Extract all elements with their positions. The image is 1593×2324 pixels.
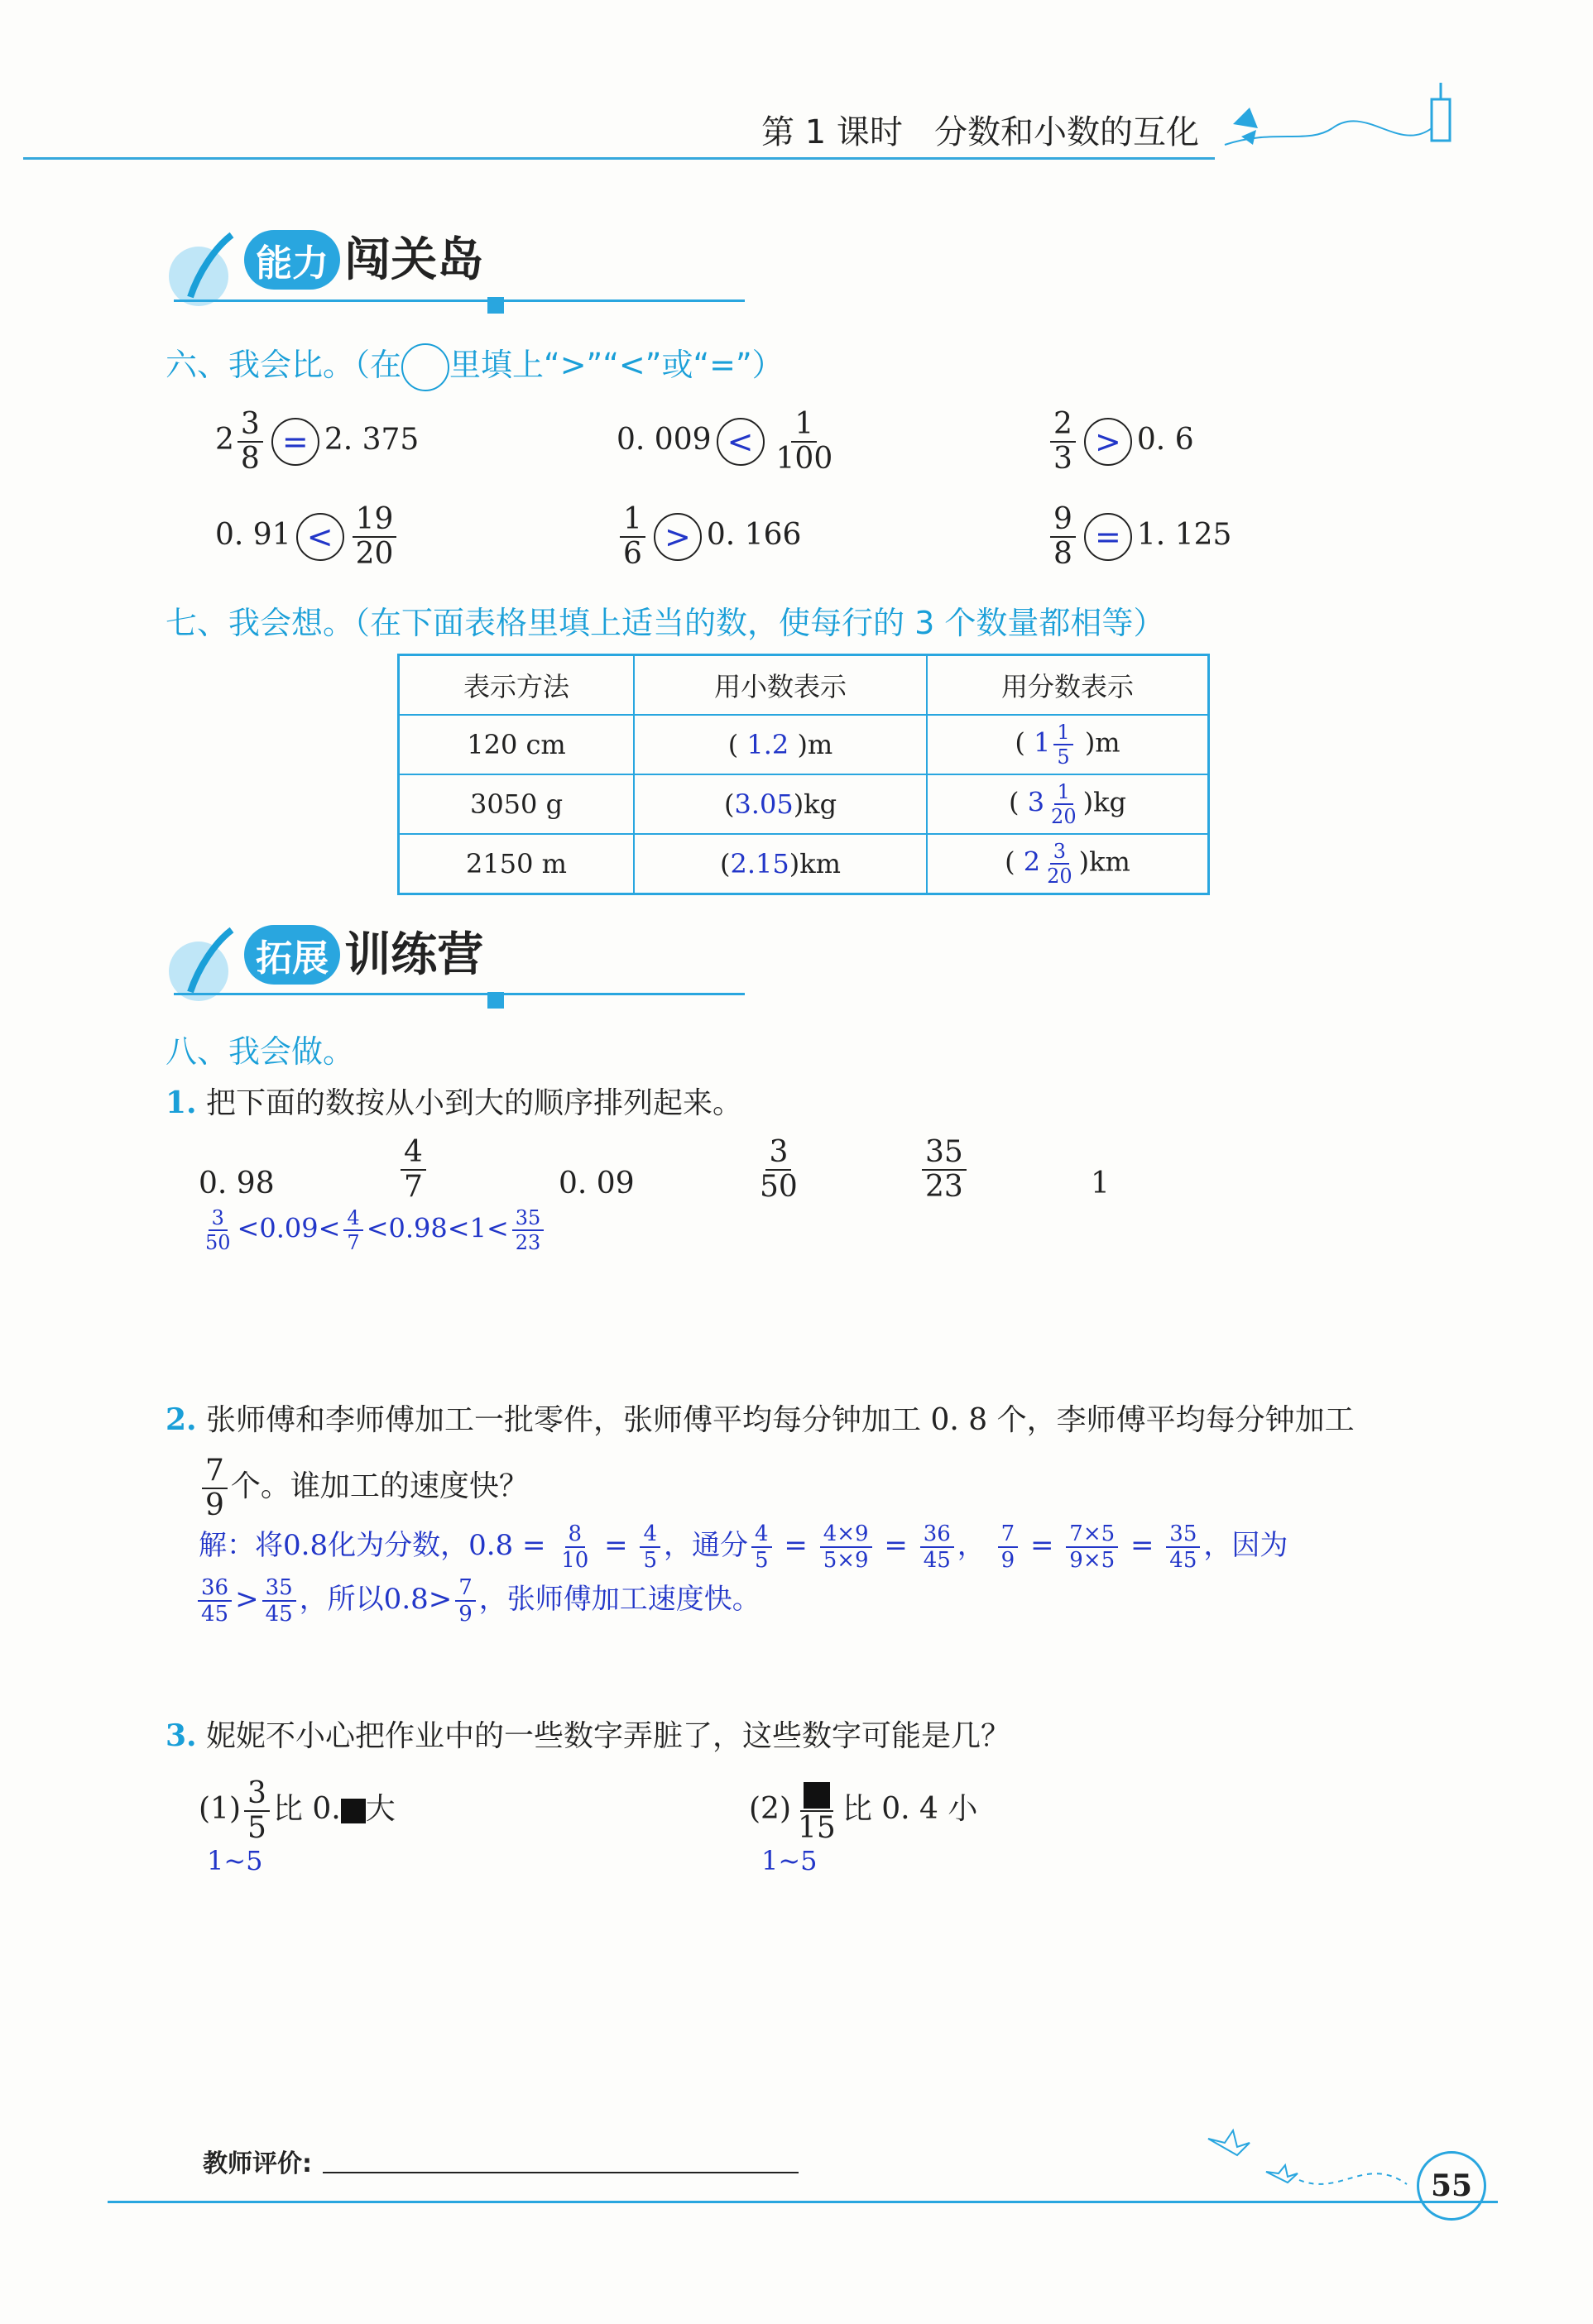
p3-part-1: (1) $\frac{3}{5}$ 比 0. 大 — [199, 1776, 396, 1845]
fraction: $\frac{1}{100}$ — [775, 407, 833, 476]
p3-answer-1: 1~5 — [207, 1845, 263, 1876]
fraction: $\frac{3}{50}$ — [760, 1135, 798, 1204]
table-row: 3050 g (3.05)kg ( 3 $\frac{1}{20}$ )kg — [399, 774, 1209, 834]
banner-pill: 能力 — [244, 230, 340, 290]
q6-item-6: $\frac{9}{8}$ = 1. 125 — [1047, 505, 1231, 569]
lesson-header — [761, 106, 1199, 153]
q6-item-2: 0. 009 < $\frac{1}{100}$ — [617, 410, 839, 474]
brush-icon — [166, 926, 240, 1009]
p2-solution-line2: $\frac{36}{45}$ > $\frac{35}{45}$ ，所以0.8> $\frac{7}{9}$ ，张师傅加工速度快。 — [194, 1576, 761, 1625]
fraction: $\frac{1}{6}$ — [620, 505, 645, 569]
q6-head-tail: 里填上“>”“<”或“=”） — [449, 347, 784, 383]
table-row: 2150 m (2.15)km ( 2 $\frac{3}{20}$ )km — [399, 834, 1209, 894]
q6-item-3: $\frac{2}{3}$ > 0. 6 — [1047, 410, 1194, 474]
q8-problem-1: 1. 把下面的数按从小到大的顺序排列起来。 — [166, 1085, 743, 1120]
q8-heading: 八、我会做。 — [166, 1033, 355, 1070]
p2-text-line2: $\frac{7}{9}$ 个。谁加工的速度快？ — [199, 1456, 529, 1521]
fraction: $\frac{3}{8}$ — [238, 410, 263, 474]
q6-item-1: 2 $\frac{3}{8}$ = 2. 375 — [215, 407, 420, 476]
conversion-table — [397, 654, 1210, 895]
answer-circle[interactable]: > — [1084, 418, 1132, 466]
fraction: $\frac{2}{3}$ — [1050, 410, 1076, 474]
q6-head-text: 六、我会比。（在 — [166, 347, 402, 383]
table-header-row — [399, 655, 1209, 716]
banner-rule — [174, 993, 745, 995]
header-decoration — [1208, 79, 1473, 170]
column-header: 用小数表示 — [634, 655, 927, 716]
q8-problem-3: 3. 妮妮不小心把作业中的一些数字弄脏了，这些数字可能是几？ — [166, 1718, 1011, 1753]
lamp-icon — [1432, 99, 1450, 141]
header-rule — [23, 157, 1215, 160]
footer-rule — [108, 2201, 1498, 2203]
number-0-09: 0. 09 — [559, 1167, 635, 1200]
fraction-cell[interactable]: ( 1 $\frac{1}{5}$ )m — [927, 715, 1209, 774]
banner-rule — [174, 299, 745, 302]
fraction-cell[interactable]: ( 2 $\frac{3}{20}$ )km — [927, 834, 1209, 894]
banner-title: 闯关岛 — [344, 233, 484, 287]
decimal-cell[interactable]: (3.05)kg — [634, 774, 927, 834]
q6-heading — [166, 339, 784, 391]
bird-decoration-icon — [1200, 2106, 1415, 2197]
evaluation-blank-line[interactable] — [323, 2172, 799, 2173]
q6-item-5: $\frac{1}{6}$ > 0. 166 — [617, 505, 801, 569]
lesson-number: 第 1 课时 — [761, 113, 903, 151]
swirl-line-icon — [1225, 128, 1332, 145]
banner-title: 训练营 — [344, 928, 484, 982]
decimal-cell[interactable]: ( 1.2 )m — [634, 715, 927, 774]
answer-circle[interactable]: > — [654, 513, 702, 561]
smudge-block-icon — [341, 1799, 366, 1823]
column-header: 表示方法 — [399, 655, 635, 716]
answer-circle[interactable]: = — [1084, 513, 1132, 561]
p3-answer-2: 1~5 — [761, 1845, 818, 1876]
q6-item-4: 0. 91 < $\frac{19}{20}$ — [215, 505, 400, 569]
smudge-block-icon — [804, 1782, 830, 1809]
fraction: $\frac{35}{23}$ — [919, 1138, 970, 1202]
number-0-98: 0. 98 — [199, 1167, 275, 1200]
fraction: $\frac{19}{20}$ — [353, 505, 397, 569]
p3-part-2: (2) 15 比 0. 4 小 — [749, 1779, 977, 1843]
banner-pill: 拓展 — [244, 925, 340, 985]
answer-circle[interactable]: < — [296, 513, 344, 561]
table-row: 120 cm ( 1.2 )m ( 1 $\frac{1}{5}$ )m — [399, 715, 1209, 774]
empty-circle-icon — [401, 343, 449, 391]
p1-answer: $\frac{3}{50}$ <0.09< $\frac{4}{7}$ <0.98<1< $\frac{35}{23}$ — [199, 1208, 547, 1253]
column-header: 用分数表示 — [927, 655, 1209, 716]
q8-problem-2: 2. 张师傅和李师傅加工一批零件，张师傅平均每分钟加工 0. 8 个，李师傅平均每分钟加工 — [166, 1402, 1355, 1437]
fraction: $\frac{4}{7}$ — [397, 1138, 429, 1202]
teacher-evaluation-label: 教师评价: — [203, 2149, 312, 2178]
p2-solution-line1: 解：将0.8化为分数，0.8 = $\frac{8}{10}$ = $\frac{4}{5}$ ，通分 $\frac{4}{5}$ = $\frac{4\times 9}{5\times 9}$ = $\frac{36}{45}$ ， $\frac{7}{9}$ = $\frac{7\times 5}{9\times 5}$ = $\frac{35}{45}$ ，因为 — [199, 1521, 1288, 1573]
fraction-cell[interactable]: ( 3 $\frac{1}{20}$ )kg — [927, 774, 1209, 834]
q7-heading: 七、我会想。（在下面表格里填上适当的数，使每行的 3 个数量都相等） — [166, 605, 1165, 641]
number-one: 1 — [1091, 1167, 1110, 1200]
fraction: $\frac{9}{8}$ — [1050, 505, 1076, 569]
decimal-cell[interactable]: (2.15)km — [634, 834, 927, 894]
answer-circle[interactable]: = — [271, 418, 319, 466]
lesson-title: 分数和小数的互化 — [934, 113, 1200, 151]
page-number: 55 — [1417, 2151, 1486, 2221]
butterfly-icon — [1233, 108, 1258, 145]
answer-circle[interactable]: < — [717, 418, 765, 466]
